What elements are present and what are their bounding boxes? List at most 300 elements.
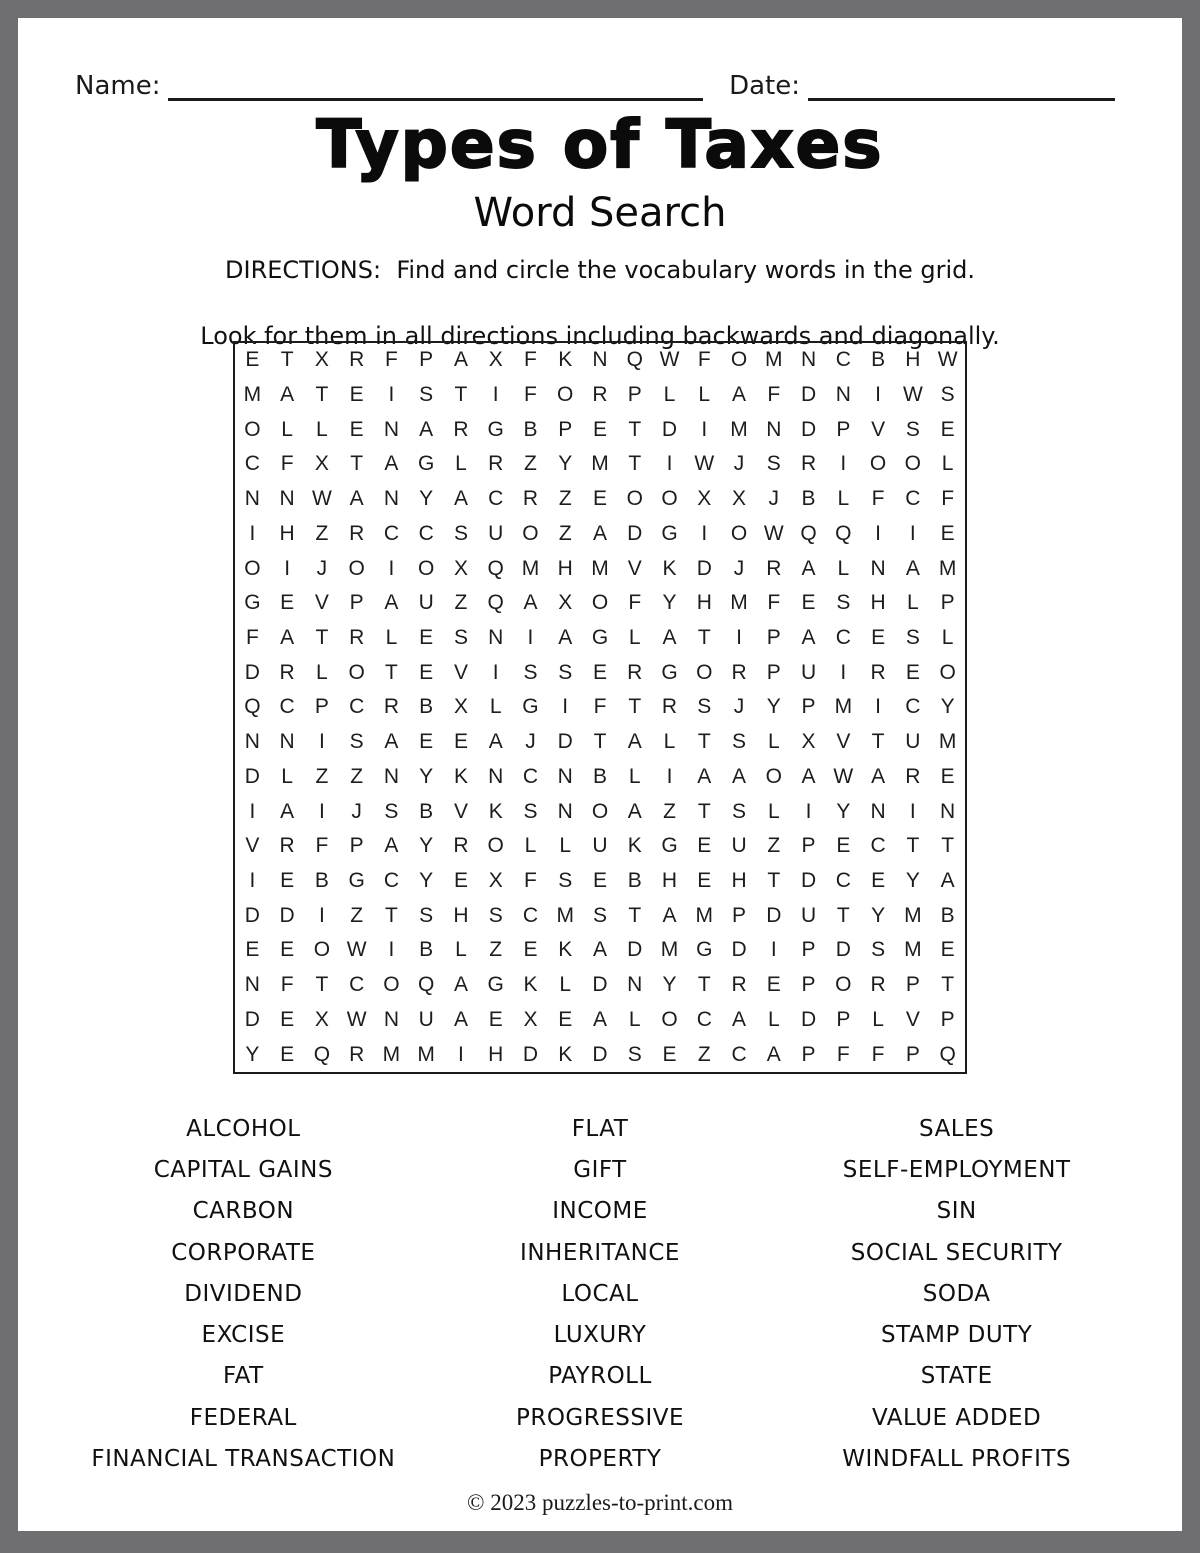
grid-cell: I bbox=[840, 452, 847, 476]
grid-cell: G bbox=[661, 521, 678, 545]
grid-cell: R bbox=[349, 521, 365, 545]
grid-cell: C bbox=[696, 1007, 712, 1031]
grid-cell: W bbox=[763, 521, 784, 545]
grid-cell: D bbox=[627, 521, 643, 545]
grid-cell: Q bbox=[487, 556, 504, 580]
grid-cell: J bbox=[733, 695, 745, 719]
word-list-item: LOCAL bbox=[561, 1280, 639, 1307]
grid-cell: I bbox=[458, 1042, 464, 1066]
grid-cell: Z bbox=[663, 799, 676, 823]
grid-cell: T bbox=[350, 452, 364, 476]
word-list-item: SOCIAL SECURITY bbox=[850, 1239, 1063, 1266]
grid-cell: U bbox=[418, 591, 434, 615]
grid-cell: T bbox=[315, 626, 329, 650]
page-subtitle: Word Search bbox=[473, 190, 727, 236]
grid-cell: C bbox=[905, 695, 921, 719]
grid-cell: E bbox=[801, 591, 816, 615]
grid-cell: L bbox=[907, 591, 919, 615]
grid-cell: C bbox=[835, 348, 851, 372]
grid-cell: D bbox=[522, 1042, 539, 1066]
grid-cell: G bbox=[661, 660, 678, 684]
grid-cell: Q bbox=[418, 973, 435, 997]
grid-cell: T bbox=[836, 903, 850, 927]
grid-cell: O bbox=[730, 521, 748, 545]
grid-cell: G bbox=[661, 834, 678, 858]
word-list-item: CARBON bbox=[192, 1198, 295, 1225]
grid-cell: I bbox=[701, 417, 708, 441]
grid-cell: N bbox=[870, 799, 886, 823]
grid-cell: U bbox=[800, 903, 817, 927]
grid-cell: P bbox=[419, 348, 434, 372]
grid-cell: I bbox=[249, 799, 256, 823]
grid-cell: C bbox=[835, 869, 851, 893]
grid-cell: W bbox=[311, 487, 332, 511]
grid-cell: R bbox=[661, 695, 678, 719]
grid-cell: T bbox=[697, 626, 711, 650]
grid-cell: S bbox=[592, 903, 607, 927]
grid-cell: E bbox=[592, 869, 607, 893]
grid-cell: H bbox=[453, 903, 469, 927]
grid-cell: V bbox=[627, 556, 642, 580]
grid-cell: A bbox=[871, 764, 886, 788]
grid-cell: A bbox=[280, 383, 295, 407]
grid-cell: L bbox=[281, 417, 293, 441]
grid-cell: M bbox=[730, 417, 748, 441]
grid-cell: I bbox=[770, 938, 777, 962]
grid-cell: S bbox=[627, 1042, 642, 1066]
grid-cell: I bbox=[249, 869, 256, 893]
grid-cell: U bbox=[488, 521, 504, 545]
grid-cell: U bbox=[592, 834, 608, 858]
grid-cell: H bbox=[731, 869, 747, 893]
word-list-item: SELF-EMPLOYMENT bbox=[842, 1156, 1071, 1183]
grid-cell: R bbox=[870, 660, 886, 684]
grid-cell: F bbox=[385, 348, 398, 372]
grid-cell: A bbox=[627, 730, 642, 754]
grid-cell: S bbox=[697, 695, 712, 719]
grid-cell: I bbox=[666, 764, 673, 788]
grid-cell: D bbox=[557, 730, 573, 754]
grid-cell: P bbox=[801, 973, 816, 997]
grid-cell: G bbox=[487, 973, 504, 997]
grid-cell: B bbox=[419, 938, 434, 962]
grid-cell: E bbox=[592, 660, 607, 684]
grid-cell: E bbox=[523, 938, 538, 962]
grid-cell: Y bbox=[766, 695, 781, 719]
grid-cell: I bbox=[388, 556, 395, 580]
grid-cell: O bbox=[939, 660, 956, 684]
grid-cell: I bbox=[909, 799, 916, 823]
grid-cell: I bbox=[492, 383, 499, 407]
grid-cell: X bbox=[314, 1007, 329, 1031]
grid-cell: O bbox=[661, 1007, 678, 1031]
grid-cell: S bbox=[523, 799, 538, 823]
grid-cell: T bbox=[906, 834, 920, 858]
grid-cell: M bbox=[730, 591, 748, 615]
grid-cell: U bbox=[905, 730, 921, 754]
grid-cell: M bbox=[556, 903, 574, 927]
grid-cell: Y bbox=[419, 487, 434, 511]
grid-cell: L bbox=[628, 1007, 641, 1031]
grid-cell: E bbox=[488, 1007, 503, 1031]
grid-cell: Z bbox=[697, 1042, 711, 1066]
grid-cell: X bbox=[453, 556, 468, 580]
word-list-item: STATE bbox=[920, 1363, 993, 1390]
header-row bbox=[75, 68, 1115, 101]
grid-cell: C bbox=[349, 973, 365, 997]
grid-cell: I bbox=[666, 452, 673, 476]
grid-cell: L bbox=[663, 730, 676, 754]
grid-cell: E bbox=[766, 973, 781, 997]
grid-cell: P bbox=[314, 695, 329, 719]
grid-cell: T bbox=[315, 973, 329, 997]
grid-cell: N bbox=[383, 417, 399, 441]
grid-cell: O bbox=[244, 417, 261, 441]
grid-cell: J bbox=[733, 556, 745, 580]
grid-cell: P bbox=[940, 1007, 955, 1031]
grid-cell: L bbox=[489, 695, 502, 719]
grid-cell: E bbox=[940, 764, 955, 788]
copyright-footer: © 2023 puzzles-to-print.com bbox=[467, 1490, 733, 1515]
grid-cell: H bbox=[870, 591, 886, 615]
grid-cell: A bbox=[662, 903, 677, 927]
grid-cell: A bbox=[384, 730, 399, 754]
worksheet-sheet bbox=[18, 18, 1182, 1531]
grid-cell: A bbox=[349, 487, 364, 511]
directions-text bbox=[18, 254, 1182, 353]
grid-cell: A bbox=[905, 556, 920, 580]
grid-cell: R bbox=[870, 973, 886, 997]
grid-cell: I bbox=[492, 660, 499, 684]
word-list-item: LUXURY bbox=[553, 1322, 647, 1349]
grid-cell: Z bbox=[524, 452, 537, 476]
grid-cell: A bbox=[488, 730, 503, 754]
grid-cell: E bbox=[592, 487, 607, 511]
grid-cell: H bbox=[661, 869, 678, 893]
grid-cell: M bbox=[904, 938, 922, 962]
grid-cell: T bbox=[697, 799, 711, 823]
grid-cell: D bbox=[800, 383, 817, 407]
grid-cell: I bbox=[284, 556, 291, 580]
grid-cell: V bbox=[453, 799, 468, 823]
grid-cell: R bbox=[453, 417, 469, 441]
grid-cell: X bbox=[314, 452, 329, 476]
grid-cell: H bbox=[488, 1042, 504, 1066]
grid-cell: C bbox=[488, 487, 504, 511]
grid-cell: D bbox=[800, 417, 817, 441]
grid-cell: D bbox=[244, 660, 260, 684]
grid-cell: F bbox=[280, 452, 294, 476]
grid-cell: C bbox=[522, 764, 539, 788]
grid-cell: L bbox=[316, 417, 328, 441]
grid-cell: W bbox=[833, 764, 854, 788]
grid-cell: L bbox=[941, 452, 954, 476]
grid-cell: T bbox=[628, 452, 642, 476]
grid-cell: R bbox=[627, 660, 643, 684]
grid-cell: B bbox=[871, 348, 886, 372]
grid-cell: Q bbox=[939, 1042, 956, 1066]
grid-cell: P bbox=[349, 591, 364, 615]
page-title: Types of Taxes bbox=[316, 106, 884, 183]
grid-cell: Z bbox=[315, 521, 329, 545]
grid-cell: B bbox=[801, 487, 816, 511]
grid-cell: H bbox=[905, 348, 921, 372]
grid-cell: V bbox=[314, 591, 329, 615]
grid-cell: Y bbox=[245, 1042, 260, 1066]
grid-cell: O bbox=[348, 556, 365, 580]
grid-cell: W bbox=[902, 383, 923, 407]
grid-cell: H bbox=[279, 521, 295, 545]
grid-cell: R bbox=[488, 452, 504, 476]
grid-cell: A bbox=[766, 1042, 781, 1066]
grid-cell: T bbox=[385, 903, 398, 927]
grid-cell: S bbox=[419, 903, 434, 927]
grid-cell: R bbox=[592, 383, 608, 407]
grid-cell: X bbox=[453, 695, 468, 719]
grid-cell: L bbox=[455, 938, 467, 962]
grid-cell: K bbox=[523, 973, 538, 997]
grid-cell: A bbox=[592, 1007, 607, 1031]
grid-cell: Y bbox=[871, 903, 886, 927]
grid-cell: Y bbox=[905, 869, 920, 893]
grid-cell: N bbox=[244, 730, 260, 754]
grid-cell: E bbox=[592, 417, 607, 441]
grid-cell: O bbox=[348, 660, 365, 684]
grid-cell: O bbox=[835, 973, 852, 997]
grid-cell: N bbox=[592, 348, 608, 372]
grid-cell: L bbox=[698, 383, 711, 407]
grid-cell: G bbox=[696, 938, 713, 962]
grid-cell: D bbox=[244, 1007, 260, 1031]
word-list-item: VALUE ADDED bbox=[872, 1404, 1042, 1431]
grid-cell: T bbox=[941, 973, 955, 997]
grid-cell: O bbox=[591, 799, 609, 823]
grid-cell: G bbox=[244, 591, 261, 615]
grid-cell: N bbox=[557, 799, 573, 823]
grid-cell: O bbox=[869, 452, 887, 476]
grid-cell: Z bbox=[558, 487, 572, 511]
grid-cell: D bbox=[800, 1007, 817, 1031]
grid-cell: I bbox=[875, 521, 881, 545]
word-list-item: SODA bbox=[922, 1280, 991, 1307]
grid-cell: R bbox=[279, 834, 295, 858]
grid-cell: E bbox=[280, 591, 295, 615]
grid-cell: O bbox=[765, 764, 782, 788]
grid-cell: E bbox=[245, 348, 260, 372]
word-list-item: GIFT bbox=[573, 1156, 627, 1183]
word-list-item: SIN bbox=[936, 1198, 977, 1225]
word-search-grid bbox=[233, 341, 967, 1074]
grid-cell: T bbox=[593, 730, 607, 754]
grid-cell: S bbox=[871, 938, 886, 962]
grid-cell: I bbox=[318, 799, 325, 823]
grid-cell: C bbox=[522, 903, 539, 927]
grid-cell: P bbox=[766, 626, 781, 650]
grid-cell: R bbox=[522, 487, 539, 511]
grid-cell: I bbox=[840, 660, 847, 684]
grid-cell: N bbox=[244, 973, 260, 997]
grid-cell: R bbox=[383, 695, 399, 719]
grid-cell: O bbox=[730, 348, 748, 372]
grid-cell: Z bbox=[767, 834, 781, 858]
word-list-item: PAYROLL bbox=[548, 1363, 652, 1390]
grid-cell: D bbox=[835, 938, 851, 962]
grid-cell: E bbox=[280, 1042, 295, 1066]
grid-cell: X bbox=[314, 348, 329, 372]
grid-cell: A bbox=[558, 626, 573, 650]
grid-cell: P bbox=[627, 383, 642, 407]
grid-cell: C bbox=[905, 487, 921, 511]
grid-cell: L bbox=[663, 383, 676, 407]
word-list-item: FLAT bbox=[571, 1115, 629, 1142]
grid-cell: U bbox=[418, 1007, 434, 1031]
grid-cell: A bbox=[801, 626, 816, 650]
grid-cell: T bbox=[628, 903, 642, 927]
grid-cell: I bbox=[249, 521, 256, 545]
grid-cell: S bbox=[836, 591, 851, 615]
grid-cell: P bbox=[349, 834, 364, 858]
grid-cell: O bbox=[557, 383, 574, 407]
grid-cell: N bbox=[800, 348, 817, 372]
grid-cell: I bbox=[875, 383, 881, 407]
grid-cell: O bbox=[904, 452, 922, 476]
grid-cell: K bbox=[558, 1042, 573, 1066]
grid-cell: I bbox=[909, 521, 916, 545]
grid-cell: N bbox=[557, 764, 573, 788]
date-blank-line bbox=[808, 68, 1115, 101]
grid-cell: E bbox=[662, 1042, 677, 1066]
grid-cell: O bbox=[522, 521, 539, 545]
grid-cell: F bbox=[697, 348, 711, 372]
grid-cell: X bbox=[732, 487, 747, 511]
grid-cell: S bbox=[558, 869, 573, 893]
grid-cell: R bbox=[766, 556, 782, 580]
grid-cell: P bbox=[836, 417, 851, 441]
grid-cell: Q bbox=[626, 348, 643, 372]
grid-cell: E bbox=[697, 834, 712, 858]
grid-cell: D bbox=[696, 556, 712, 580]
name-label: Name: bbox=[75, 71, 161, 101]
grid-cell: S bbox=[419, 383, 434, 407]
directions-line1: DIRECTIONS: Find and circle the vocabulary words in the grid. bbox=[225, 256, 975, 284]
grid-cell: D bbox=[661, 417, 678, 441]
grid-cell: G bbox=[348, 869, 365, 893]
grid-cell: J bbox=[351, 799, 362, 823]
grid-cell: T bbox=[280, 348, 294, 372]
grid-cell: A bbox=[453, 487, 468, 511]
word-list-item: CAPITAL GAINS bbox=[153, 1156, 333, 1183]
grid-cell: J bbox=[733, 452, 745, 476]
grid-cell: N bbox=[383, 764, 399, 788]
grid-cell: N bbox=[627, 973, 643, 997]
word-list-item: ALCOHOL bbox=[186, 1115, 301, 1142]
grid-cell: E bbox=[697, 869, 712, 893]
grid-cell: I bbox=[388, 383, 395, 407]
grid-cell: D bbox=[800, 869, 817, 893]
grid-cell: Y bbox=[558, 452, 573, 476]
grid-cell: J bbox=[768, 487, 780, 511]
grid-cell: L bbox=[837, 487, 850, 511]
grid-cell: M bbox=[660, 938, 679, 962]
grid-cell: Y bbox=[419, 764, 434, 788]
grid-cell: P bbox=[558, 417, 573, 441]
grid-cell: J bbox=[316, 556, 328, 580]
grid-cell: Y bbox=[662, 591, 677, 615]
grid-cell: S bbox=[940, 383, 955, 407]
grid-cell: D bbox=[279, 903, 295, 927]
grid-cell: T bbox=[628, 417, 642, 441]
grid-cell: F bbox=[315, 834, 329, 858]
grid-cell: N bbox=[279, 487, 295, 511]
grid-cell: O bbox=[313, 938, 331, 962]
grid-cell: V bbox=[836, 730, 851, 754]
grid-cell: W bbox=[659, 348, 680, 372]
grid-cell: N bbox=[766, 417, 782, 441]
grid-cell: S bbox=[384, 799, 399, 823]
grid-cell: X bbox=[697, 487, 712, 511]
grid-cell: S bbox=[905, 626, 920, 650]
grid-cell: E bbox=[419, 730, 434, 754]
grid-cell: D bbox=[731, 938, 747, 962]
grid-cell: V bbox=[245, 834, 260, 858]
grid-cell: L bbox=[385, 626, 398, 650]
grid-cell: E bbox=[871, 869, 886, 893]
grid-cell: U bbox=[731, 834, 747, 858]
grid-cell: U bbox=[800, 660, 817, 684]
grid-cell: Y bbox=[836, 799, 851, 823]
grid-cell: R bbox=[731, 973, 747, 997]
grid-cell: M bbox=[834, 695, 853, 719]
word-list-item: FINANCIAL TRANSACTION bbox=[91, 1446, 396, 1473]
directions-line2: Look for them in all directions including backwards and diagonally. bbox=[200, 322, 1000, 350]
grid-cell: C bbox=[418, 521, 434, 545]
grid-cell: G bbox=[522, 695, 539, 719]
word-list bbox=[65, 1108, 1135, 1480]
grid-cell: I bbox=[805, 799, 812, 823]
grid-cell: B bbox=[314, 869, 329, 893]
grid-cell: T bbox=[697, 730, 711, 754]
grid-cell: K bbox=[627, 834, 642, 858]
grid-cell: P bbox=[801, 938, 816, 962]
grid-cell: I bbox=[318, 903, 325, 927]
grid-cell: A bbox=[384, 452, 399, 476]
grid-cell: X bbox=[523, 1007, 538, 1031]
grid-cell: Q bbox=[313, 1042, 331, 1066]
grid-cell: W bbox=[346, 938, 367, 962]
grid-cell: A bbox=[384, 591, 399, 615]
grid-cell: L bbox=[628, 626, 641, 650]
word-list-item: CORPORATE bbox=[171, 1239, 316, 1266]
grid-cell: F bbox=[836, 1042, 850, 1066]
grid-cell: Z bbox=[315, 764, 329, 788]
grid-cell: F bbox=[280, 973, 294, 997]
word-list-item: PROPERTY bbox=[538, 1446, 662, 1473]
grid-cell: E bbox=[871, 626, 886, 650]
grid-cell: M bbox=[417, 1042, 435, 1066]
grid-cell: A bbox=[453, 1007, 468, 1031]
grid-cell: E bbox=[419, 626, 434, 650]
grid-cell: F bbox=[871, 1042, 885, 1066]
grid-cell: M bbox=[695, 903, 714, 927]
grid-cell: L bbox=[837, 556, 850, 580]
grid-cell: M bbox=[243, 383, 262, 407]
grid-cell: T bbox=[941, 834, 955, 858]
grid-cell: I bbox=[527, 626, 534, 650]
grid-cell: E bbox=[905, 660, 920, 684]
grid-cell: P bbox=[836, 1007, 851, 1031]
grid-cell: E bbox=[280, 1007, 295, 1031]
grid-cell: Q bbox=[800, 521, 817, 545]
